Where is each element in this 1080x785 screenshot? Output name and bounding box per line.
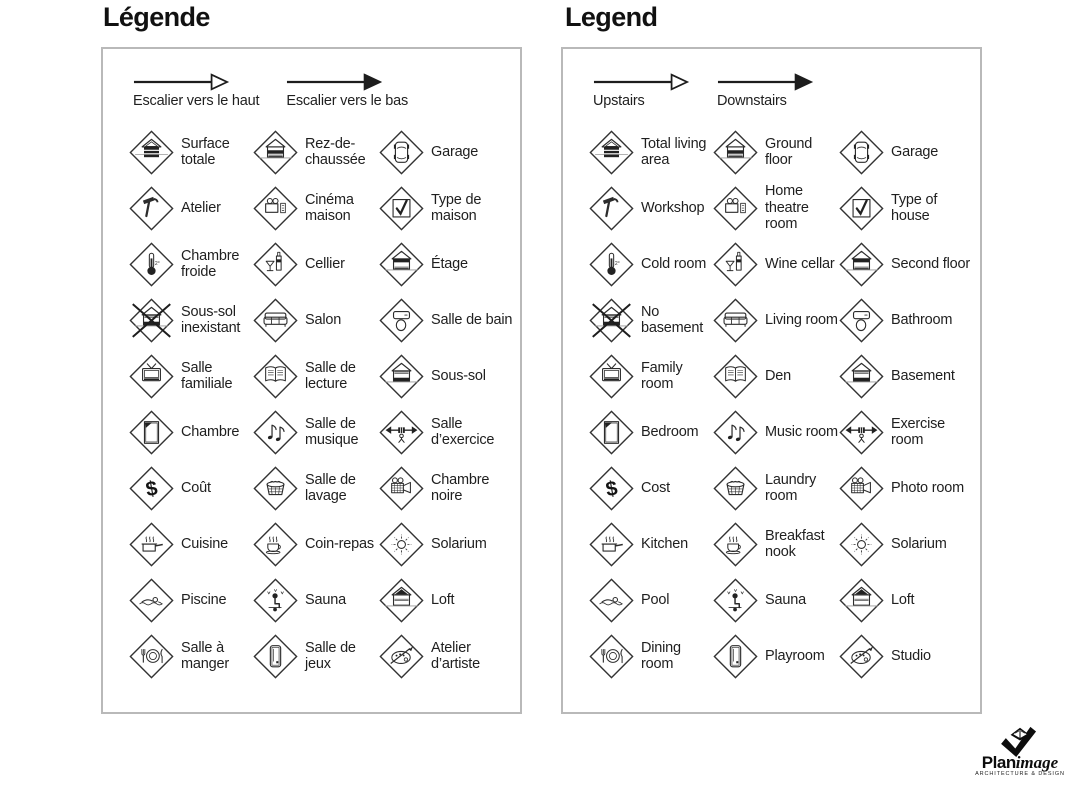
legend-item-label: Den — [765, 367, 791, 384]
legend-item — [839, 186, 976, 231]
legend-item-label: Chambre — [181, 423, 240, 440]
legend-item-label: Type de maison — [431, 191, 482, 224]
legend-item — [713, 522, 839, 567]
legend-item — [129, 466, 253, 511]
legend-item-label: Pool — [641, 591, 670, 608]
planimage-logo — [968, 724, 1072, 777]
legend-item — [253, 522, 379, 567]
coffee-cup-icon — [713, 522, 758, 567]
legend-item — [379, 242, 516, 287]
legend-item — [839, 130, 976, 175]
legend-item — [589, 186, 713, 231]
barbell-icon — [379, 410, 424, 455]
legend-item — [253, 298, 379, 343]
legend-item-label: Cost — [641, 479, 671, 496]
legend-item — [589, 578, 713, 623]
dollar-icon — [129, 466, 174, 511]
legend-item-label: Cold room — [641, 255, 707, 272]
legend-item-label: Music room — [765, 423, 838, 440]
svg-text:2°: 2° — [614, 260, 620, 267]
legend-item — [839, 242, 976, 287]
legend-item-label: Coût — [181, 479, 211, 496]
crossed-house-icon — [129, 298, 174, 343]
open-book-icon — [253, 354, 298, 399]
house-second-floor-icon — [379, 242, 424, 287]
hammer-icon — [589, 186, 634, 231]
cooking-pot-icon — [129, 522, 174, 567]
legend-item-label: Salle de lavage — [305, 471, 356, 504]
stairs-up-legend — [593, 73, 690, 109]
legend-item — [379, 522, 516, 567]
legend-item-label: Laundry room — [765, 471, 816, 504]
legend-item-label: Sous-sol — [431, 367, 486, 384]
paint-palette-icon — [379, 634, 424, 679]
legend-title-en: Legend — [565, 2, 658, 32]
legend-item — [839, 466, 976, 511]
legend-item — [379, 186, 516, 231]
legend-panel-fr — [101, 47, 522, 714]
legend-item — [253, 130, 379, 175]
swimmer-icon — [589, 578, 634, 623]
legend-item-label: Basement — [891, 367, 955, 384]
legend-item — [129, 242, 253, 287]
legend-item — [129, 578, 253, 623]
legend-item — [839, 578, 976, 623]
sofa-icon — [713, 298, 758, 343]
cooking-pot-icon — [589, 522, 634, 567]
legend-item-label: Home theatre room — [765, 183, 809, 233]
legend-item-label: Chambre noire — [431, 471, 490, 504]
legend-item — [589, 522, 713, 567]
legend-item-label: Salle de bain — [431, 311, 513, 328]
house-layers-icon — [129, 130, 174, 175]
game-machine-icon — [253, 634, 298, 679]
dinner-plate-icon — [129, 634, 174, 679]
bed-icon — [129, 410, 174, 455]
camera-enlarger-icon — [839, 466, 884, 511]
open-book-icon — [713, 354, 758, 399]
house-checkmark-icon — [379, 186, 424, 231]
sun-icon — [839, 522, 884, 567]
legend-item-label: Playroom — [765, 647, 825, 664]
legend-item-label: Atelier d’artiste — [431, 639, 480, 672]
legend-title-fr: Légende — [103, 2, 210, 32]
legend-item — [839, 298, 976, 343]
legend-item — [129, 298, 253, 343]
legend-item — [589, 634, 713, 679]
crossed-house-icon — [589, 298, 634, 343]
house-basement-icon — [839, 354, 884, 399]
legend-item-label: Solarium — [431, 535, 487, 552]
legend-item-label: Salle à manger — [181, 639, 229, 672]
legend-item-label: Second floor — [891, 255, 971, 272]
tv-icon — [589, 354, 634, 399]
legend-item-label: Living room — [765, 311, 838, 328]
legend-item-label: Total living area — [641, 135, 707, 168]
legend-item-label: Étage — [431, 255, 468, 272]
legend-item — [129, 186, 253, 231]
legend-item — [713, 410, 839, 455]
legend-item-label: Piscine — [181, 591, 227, 608]
down-arrow-filled-icon — [717, 73, 814, 91]
logo-brand-italic: image — [1015, 753, 1059, 772]
legend-item — [713, 130, 839, 175]
laundry-basket-icon — [253, 466, 298, 511]
legend-item — [839, 634, 976, 679]
legend-item-label: Cuisine — [181, 535, 228, 552]
film-projector-icon — [253, 186, 298, 231]
house-loft-icon — [839, 578, 884, 623]
legend-item-label: Studio — [891, 647, 931, 664]
wine-bottle-glass-icon — [713, 242, 758, 287]
legend-item-label: Surface totale — [181, 135, 230, 168]
legend-item-label: Type of house — [891, 191, 938, 224]
thermometer-icon — [589, 242, 634, 287]
music-notes-icon — [713, 410, 758, 455]
stair-arrows-en — [563, 49, 980, 109]
legend-item — [589, 354, 713, 399]
legend-item-label: Loft — [431, 591, 455, 608]
legend-item-label: Wine cellar — [765, 255, 835, 272]
car-icon — [379, 130, 424, 175]
legend-item-label: Sauna — [305, 591, 346, 608]
house-second-floor-icon — [839, 242, 884, 287]
legend-item — [253, 186, 379, 231]
up-arrow-outline-icon — [593, 73, 690, 91]
legend-item — [713, 298, 839, 343]
legend-item — [253, 466, 379, 511]
legend-item — [253, 578, 379, 623]
sun-icon — [379, 522, 424, 567]
legend-item-label: Sous-sol inexistant — [181, 303, 241, 336]
legend-item-label: Coin-repas — [305, 535, 374, 552]
legend-item-label: Bathroom — [891, 311, 953, 328]
up-arrow-outline-icon — [133, 73, 230, 91]
film-projector-icon — [713, 186, 758, 231]
legend-item-label: Solarium — [891, 535, 947, 552]
house-checkmark-icon — [839, 186, 884, 231]
legend-item — [129, 522, 253, 567]
legend-item-label: Salle de jeux — [305, 639, 356, 672]
legend-item-label: Dining room — [641, 639, 681, 672]
legend-item — [589, 130, 713, 175]
legend-item-label: Salle familiale — [181, 359, 233, 392]
house-ground-floor-icon — [713, 130, 758, 175]
toilet-icon — [839, 298, 884, 343]
sauna-person-icon — [253, 578, 298, 623]
legend-item-label: Ground floor — [765, 135, 813, 168]
legend-item — [129, 354, 253, 399]
dinner-plate-icon — [589, 634, 634, 679]
legend-item — [253, 242, 379, 287]
thermometer-icon — [129, 242, 174, 287]
legend-item-label: Salle de lecture — [305, 359, 356, 392]
legend-grid-en — [563, 109, 980, 684]
legend-item-label: Family room — [641, 359, 683, 392]
legend-item-label: Kitchen — [641, 535, 688, 552]
legend-item — [379, 466, 516, 511]
legend-item-label: Sauna — [765, 591, 806, 608]
legend-item-label: Salle d’exercice — [431, 415, 495, 448]
svg-text:$: $ — [143, 476, 160, 501]
stair-arrows-fr — [103, 49, 520, 109]
legend-item — [839, 522, 976, 567]
legend-item — [253, 410, 379, 455]
logo-brand-bold: Plan — [981, 753, 1016, 772]
legend-item — [379, 634, 516, 679]
wine-bottle-glass-icon — [253, 242, 298, 287]
legend-item-label: Cellier — [305, 255, 345, 272]
down-arrow-filled-icon — [286, 73, 383, 91]
hammer-icon — [129, 186, 174, 231]
legend-item — [129, 410, 253, 455]
legend-item — [379, 298, 516, 343]
legend-item-label: Loft — [891, 591, 915, 608]
laundry-basket-icon — [713, 466, 758, 511]
house-basement-icon — [379, 354, 424, 399]
sauna-person-icon — [713, 578, 758, 623]
legend-item — [713, 242, 839, 287]
legend-item-label: Garage — [431, 143, 479, 160]
legend-item-label: Exercise room — [891, 415, 945, 448]
sofa-icon — [253, 298, 298, 343]
svg-text:2°: 2° — [154, 260, 160, 267]
coffee-cup-icon — [253, 522, 298, 567]
legend-item — [713, 183, 839, 233]
svg-text:$: $ — [603, 476, 620, 501]
legend-item — [253, 354, 379, 399]
legend-item-label: Cinéma maison — [305, 191, 354, 224]
music-notes-icon — [253, 410, 298, 455]
legend-item — [589, 242, 713, 287]
legend-item-label: Breakfast nook — [765, 527, 825, 560]
house-layers-icon — [589, 130, 634, 175]
legend-item — [379, 354, 516, 399]
stairs-down-legend — [286, 73, 408, 109]
barbell-icon — [839, 410, 884, 455]
down-arrow-label: Downstairs — [717, 93, 787, 109]
legend-item — [379, 578, 516, 623]
legend-item — [589, 410, 713, 455]
legend-item — [839, 410, 976, 455]
bed-icon — [589, 410, 634, 455]
legend-item-label: Workshop — [641, 199, 705, 216]
up-arrow-label: Upstairs — [593, 93, 645, 109]
legend-item — [839, 354, 976, 399]
down-arrow-label: Escalier vers le bas — [286, 93, 409, 109]
legend-item — [713, 354, 839, 399]
legend-item-label: No basement — [641, 303, 704, 336]
legend-item-label: Atelier — [181, 199, 221, 216]
legend-item — [589, 466, 713, 511]
legend-item-label: Rez-de-chaussée — [305, 135, 366, 168]
toilet-icon — [379, 298, 424, 343]
legend-item — [713, 634, 839, 679]
stairs-up-legend — [133, 73, 259, 109]
legend-item — [379, 130, 516, 175]
planimage-logo-text — [968, 754, 1072, 772]
legend-item-label: Salon — [305, 311, 342, 328]
stairs-down-legend — [717, 73, 814, 109]
car-icon — [839, 130, 884, 175]
up-arrow-label: Escalier vers le haut — [133, 93, 260, 109]
dollar-icon — [589, 466, 634, 511]
legend-item — [713, 578, 839, 623]
legend-item — [129, 130, 253, 175]
swimmer-icon — [129, 578, 174, 623]
legend-item — [589, 298, 713, 343]
camera-enlarger-icon — [379, 466, 424, 511]
legend-item-label: Bedroom — [641, 423, 699, 440]
legend-item-label: Photo room — [891, 479, 964, 496]
legend-item-label: Garage — [891, 143, 939, 160]
tv-icon — [129, 354, 174, 399]
legend-item — [129, 634, 253, 679]
legend-panel-en — [561, 47, 982, 714]
legend-item — [379, 410, 516, 455]
legend-item — [253, 634, 379, 679]
house-loft-icon — [379, 578, 424, 623]
paint-palette-icon — [839, 634, 884, 679]
legend-item — [713, 466, 839, 511]
game-machine-icon — [713, 634, 758, 679]
legend-grid-fr — [103, 109, 520, 684]
house-ground-floor-icon — [253, 130, 298, 175]
legend-item-label: Salle de musique — [305, 415, 359, 448]
legend-item-label: Chambre froide — [181, 247, 240, 280]
logo-tagline: ARCHITECTURE & DESIGN — [975, 771, 1065, 777]
